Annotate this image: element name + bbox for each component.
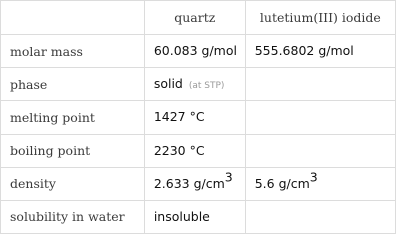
quartz-value: 2.633 $g/cm^3$: [144, 167, 245, 200]
row-label: molar mass: [1, 35, 145, 68]
header-lutetium-iodide: lutetium(III) iodide: [245, 1, 395, 35]
header-row: [1, 1, 396, 35]
row-label: density: [1, 167, 145, 200]
quartz-value: 2230 °C: [144, 134, 245, 167]
unit-exponent: 3: [224, 169, 233, 185]
lutetium-value: 555.6802 g/mol: [245, 35, 395, 68]
row-label: solubility in water: [1, 200, 145, 233]
quartz-value: insoluble: [144, 200, 245, 233]
unit-exponent: 3: [309, 169, 318, 185]
lutetium-value: [245, 134, 395, 167]
table-row: [1, 134, 396, 167]
lutetium-value: [245, 101, 395, 134]
row-label: boiling point: [1, 134, 145, 167]
lutetium-value: [245, 200, 395, 233]
header-quartz: quartz: [144, 1, 245, 35]
table-row: [1, 167, 396, 200]
table-row: [1, 200, 396, 233]
lutetium-value: [245, 68, 395, 101]
header-empty-cell: [1, 1, 145, 35]
row-label: melting point: [1, 101, 145, 134]
table-row: [1, 68, 396, 101]
quartz-value: 1427 °C: [144, 101, 245, 134]
row-label: phase: [1, 68, 145, 101]
table-row: [1, 101, 396, 134]
lutetium-value: 5.6 $g/cm^3$: [245, 167, 395, 200]
quartz-value: solid (at STP): [144, 68, 245, 101]
condition-note: (at STP): [188, 81, 225, 92]
quartz-value: 60.083 g/mol: [144, 35, 245, 68]
table-row: [1, 35, 396, 68]
